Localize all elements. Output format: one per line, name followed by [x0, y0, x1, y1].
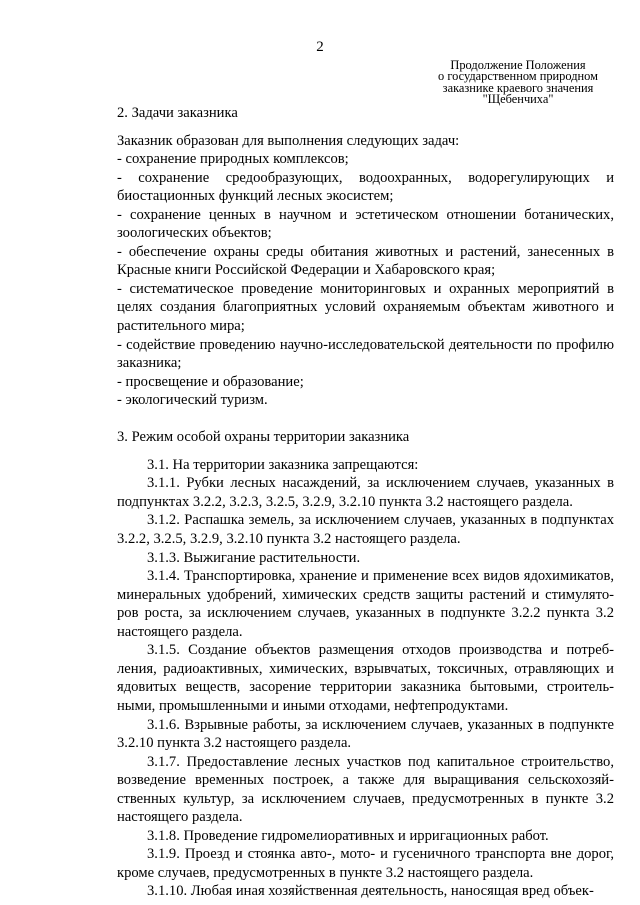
prohibition-item: 3.1.3. Выжигание растительности. [147, 549, 361, 566]
task-item: - сохранение средообразующих, водоохранных, водорегулирующих и биостационных функций лесных экосистем; [117, 169, 614, 205]
prohibition-item: 3.1.8. Проведение гидромелиоративных и ирригационных работ. [147, 827, 549, 844]
header-line: Продолжение Положения [450, 58, 586, 72]
header-line: о государственном природном [438, 69, 598, 84]
section-3-subtitle: 3.1. На территории заказника запрещаются: [147, 456, 419, 473]
prohibition-item: 3.1.2. Распашка земель, за исключением случаев, указанных в подпунктах 3.2.2, 3.2.5, 3.2.9, 3.2.10 пункта 3.2 настоящего раздела. [117, 512, 614, 548]
prohibition-item: 3.1.4. Транспортировка, хранение и применение всех видов ядохимикатов, минеральных удобрений, химических средств защиты растений и стимуляторов роста, за исключением случаев, указанных в подпункте 3.2.2 пункта 3.2 настоящего раздела. [117, 568, 614, 640]
document-body [117, 104, 614, 901]
task-item: - содействие проведению научно-исследовательской деятельности по профилю заказника; [117, 336, 614, 372]
page-number: 2 [316, 39, 324, 55]
section-2-title: 2. Задачи заказника [117, 105, 238, 121]
spacer [117, 447, 614, 456]
header-line: заказнике краевого значения [442, 80, 594, 95]
prohibition-item: 3.1.7. Предоставление лесных участков под капитальное строительство, возведение временных построек, а также для выращивания сельскохозяйственных культур, за исключением случаев, предусмотренных в пункте 3.2 настоящего раздела. [117, 753, 614, 826]
task-item: - сохранение природных комплексов; [117, 151, 349, 168]
task-item: - систематическое проведение мониторинговых и охранных мероприятий в целях создания благоприятных условий охраняемым объектам животного и растительного мира; [117, 280, 614, 335]
section-2-intro: Заказник образован для выполнения следующих задач: [117, 132, 460, 149]
prohibition-item: 3.1.1. Рубки лесных насаждений, за исключением случаев, указанных в подпунктах 3.2.2, 3.2.3, 3.2.5, 3.2.9, 3.2.10 пункта 3.2 настоящего раздела. [117, 475, 614, 510]
prohibition-item: 3.1.5. Создание объектов размещения отходов производства и потребления, радиоактивных, химических, взрывчатых, токсичных, отравляющих и ядовитых веществ, засорение территории заказника бытовыми, строительными, промышленными и иными отходами, нефтепродуктами. [117, 642, 614, 714]
spacer [117, 123, 614, 132]
header-line: "Щебенчиха" [482, 92, 554, 107]
section-3-title: 3. Режим особой охраны территории заказника [117, 429, 410, 446]
prohibition-item: 3.1.6. Взрывные работы, за исключением случаев, указанных в подпункте 3.2.10 пункта 3.2 настоящего раздела. [117, 716, 614, 752]
task-item: - сохранение ценных в научном и эстетическом отношении ботанических, зоологических объектов; [117, 206, 614, 242]
task-item: - экологический туризм. [117, 392, 268, 409]
task-item: - обеспечение охраны среды обитания животных и растений, занесенных в Красные книги Российской Федерации и Хабаровского края; [117, 243, 614, 279]
task-item: - просвещение и образование; [117, 373, 304, 390]
spacer [117, 410, 614, 429]
prohibition-item: 3.1.9. Проезд и стоянка авто-, мото- и гусеничного транспорта вне дорог, кроме случаев, предусмотренных в пункте 3.2 настоящего раздела. [117, 846, 614, 881]
prohibition-item: 3.1.10. Любая иная хозяйственная деятельность, наносящая вред объек- [147, 883, 594, 900]
document-header [420, 60, 616, 106]
